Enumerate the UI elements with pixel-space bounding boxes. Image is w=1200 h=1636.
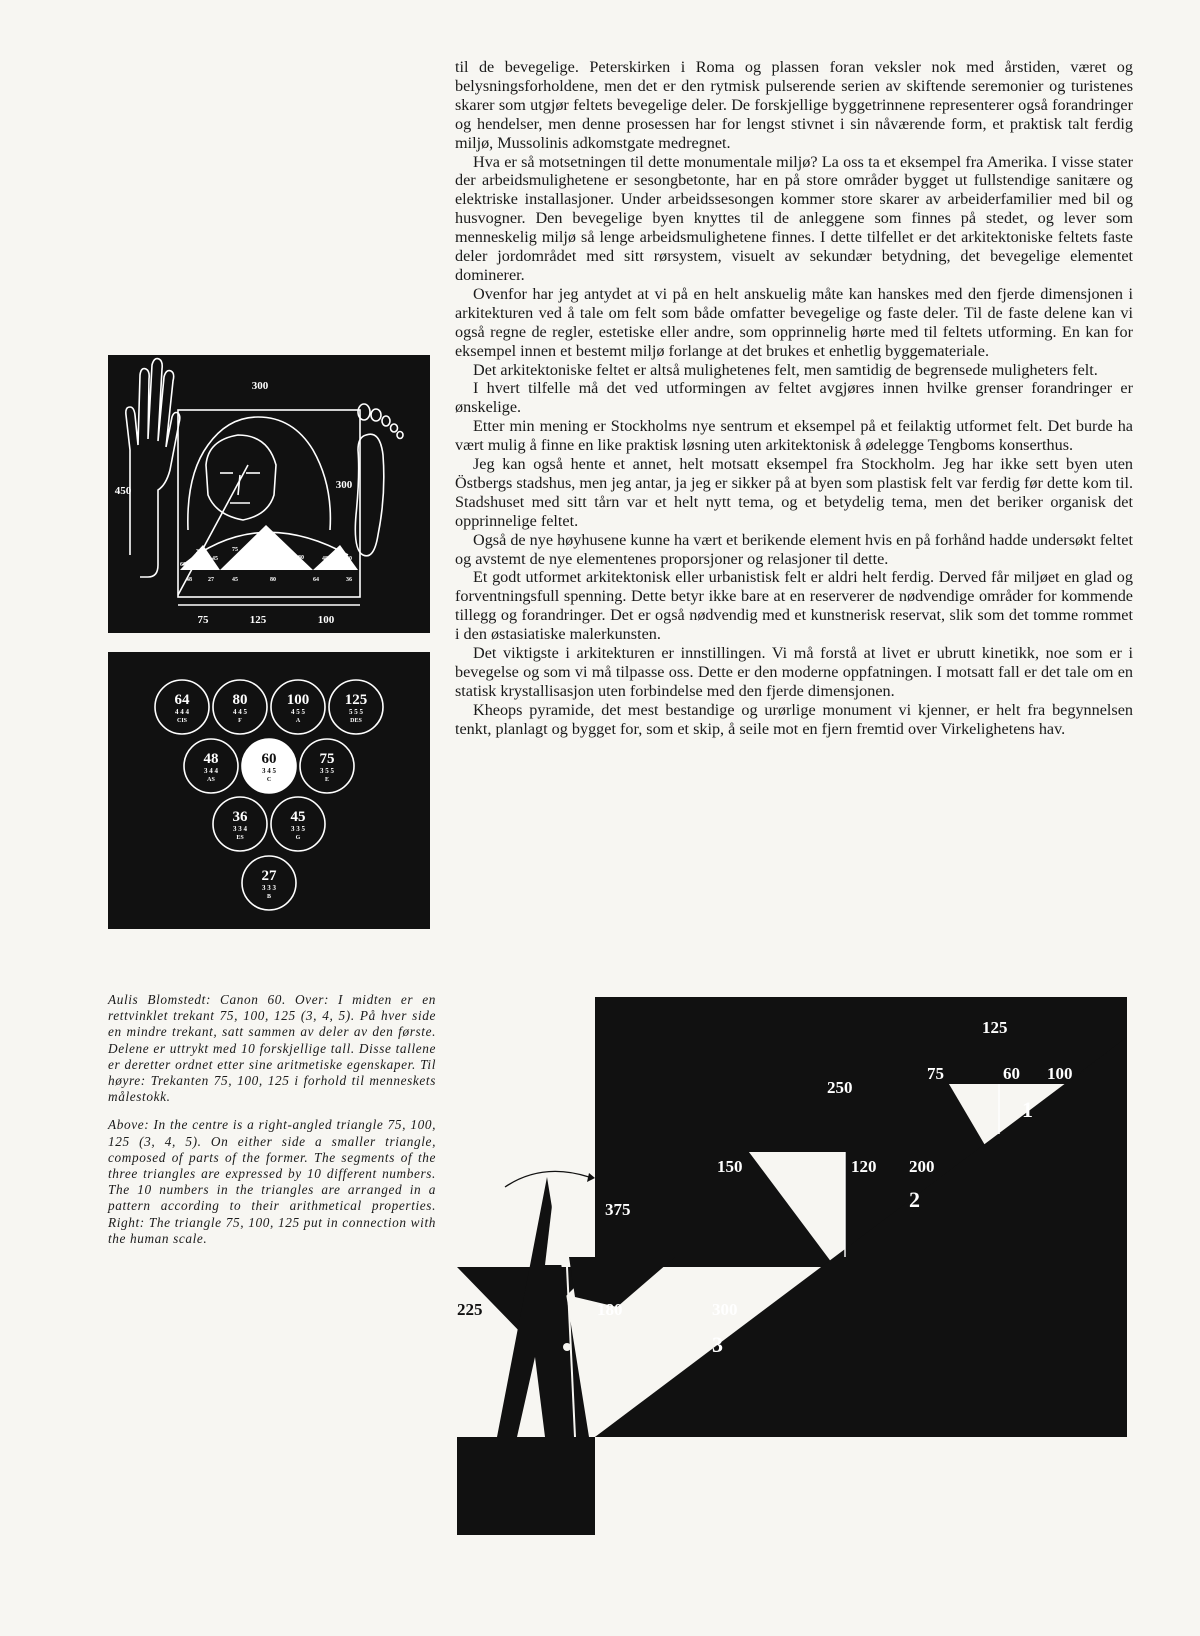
label-right: 300 bbox=[335, 479, 353, 491]
label-60: 60 bbox=[1003, 1064, 1020, 1083]
small-number: 80 bbox=[270, 577, 276, 583]
label-120: 120 bbox=[851, 1157, 877, 1176]
label-225: 225 bbox=[457, 1300, 483, 1319]
number-circle bbox=[271, 797, 325, 851]
circle-digits: 3 3 5 bbox=[291, 825, 305, 833]
circle-number: 75 bbox=[319, 751, 335, 767]
number-circle bbox=[155, 680, 209, 734]
small-number: 80 bbox=[298, 555, 304, 561]
circle-number: 45 bbox=[290, 809, 306, 825]
circle-note: DES bbox=[350, 718, 362, 724]
small-number: 60 bbox=[346, 556, 352, 562]
label-150: 150 bbox=[717, 1157, 743, 1176]
small-number: 60 bbox=[180, 562, 186, 568]
label-180: 180 bbox=[597, 1300, 623, 1319]
paragraph: Det viktigste i arkitekturen er innstillingen. Vi må forstå at livet er ubrutt kinetikk, noe som er i bevegelse og som vi må tilpasse oss. Dette er den moderne oppfatningen. I motsatt fall er det tale om en statisk krystallisasjon uten forbindelse med den fjerde dimensjonen. bbox=[455, 644, 1133, 700]
circle-number: 36 bbox=[232, 809, 248, 825]
label-125: 125 bbox=[982, 1018, 1008, 1037]
circle-digits: 3 3 3 bbox=[262, 884, 276, 892]
number-circle bbox=[213, 797, 267, 851]
paragraph: Også de nye høyhusene kunne ha vært et berikende element hvis en på forhånd hadde undersøkt feltet og avstemt de nye elementenes proporsjoner og relasjoner til dette. bbox=[455, 530, 1133, 568]
small-number: 45 bbox=[232, 577, 238, 583]
label-250: 250 bbox=[827, 1078, 853, 1097]
paragraph: Kheops pyramide, det mest bestandige og urørlige monument vi kjenner, er helt fra begynnelsen tenkt, planlagt og bygget for, som et skip, å seile mot en fjern fremtid over Virkelighetens hav. bbox=[455, 700, 1133, 738]
small-number: 27 bbox=[208, 577, 214, 583]
number-circle bbox=[300, 739, 354, 793]
small-black-square bbox=[457, 1437, 595, 1535]
circle-number: 64 bbox=[174, 692, 190, 708]
circle-note: CIS bbox=[176, 718, 188, 724]
paragraph: Ovenfor har jeg antydet at vi på en helt anskuelig måte kan hanskes med den fjerde dimensjonen i arkitekturen ved å tale om felt som både omfatter bevegelige og faste deler. Til de faste delene kan vi også regne de regler, estetiske eller andre, som opprinnelig hørte med til feltets utforming. En kan for eksempel innen et bestemt miljø forlange at det brukes et enhetlig byggemateriale. bbox=[455, 284, 1133, 360]
circle-note: A bbox=[295, 718, 301, 724]
paragraph: Jeg kan også hente et annet, helt motsatt eksempel fra Stockholm. Jeg har ikke sett byen uten Östbergs stadshus, men jeg antar, ja jeg er sikker på at byen som plastisk felt var ferdig før dette kom til. Stadshuset med sitt tårn var et helt nytt tema, og et betydelig tema, men det beriker organisk det opprinnelige feltet. bbox=[455, 455, 1133, 530]
label-100: 100 bbox=[1047, 1064, 1073, 1083]
circle-digits: 5 5 5 bbox=[349, 708, 363, 716]
circle-note: E bbox=[324, 777, 330, 783]
number-circle bbox=[242, 856, 296, 910]
label-75: 75 bbox=[927, 1064, 944, 1083]
circle-note: ES bbox=[236, 835, 244, 841]
small-number: 64 bbox=[313, 577, 319, 583]
small-number: 45 bbox=[212, 556, 218, 562]
paragraph: Et godt utformet arkitektonisk eller urbanistisk felt er aldri helt ferdig. Derved får miljøet en glad og forventningsfull spenning. Dette betyr ikke bare at en reserverer de nødvendige områder for kommende tillegg og forandringer. Det er også nødvendig med et kunstnerisk reservat, slik som det tomme rommet i den østasiatiske malerkunsten. bbox=[455, 568, 1133, 644]
paragraph: I hvert tilfelle må det ved utformingen av feltet avgjøres innen hvilke grenser forandringer er ønskelige. bbox=[455, 379, 1133, 417]
number-circle bbox=[213, 680, 267, 734]
number-circle bbox=[271, 680, 325, 734]
circle-number: 60 bbox=[261, 751, 277, 767]
circle-note: B bbox=[266, 894, 272, 900]
paragraph: Etter min mening er Stockholms nye sentrum et eksempel på et feilaktig utformet felt. Det burde ha vært mulig å finne en like praktisk løsning uten arkitektonisk å ødelegge Tengboms konserthus. bbox=[455, 417, 1133, 455]
small-number: 75 bbox=[232, 547, 238, 553]
circle-digits: 4 4 4 bbox=[175, 708, 189, 716]
number-circles-diagram bbox=[108, 652, 430, 929]
human-scale-figure bbox=[457, 997, 1128, 1535]
label-left: 450 bbox=[114, 485, 132, 497]
number-circles-figure bbox=[108, 652, 430, 929]
number-circle bbox=[184, 739, 238, 793]
circle-digits: 3 4 4 bbox=[204, 767, 218, 775]
paragraph: Hva er så motsetningen til dette monumentale miljø? La oss ta et eksempel fra Amerika. I visse stater der arbeidsmulighetene er sesongbetonte, har en på store områder bygget ut fullstendige sanitære og elektriske installasjoner. Under arbeidssesongen kommer store skarer av arbeiderfamilier med bil og husvogner. Den bevegelige byen knyttes til de anleggene som finnes på stedet, og lever som menneskelig miljø så lenge arbeidsmulighetene finnes. I dette tilfellet er det arkitektoniske feltets faste deler jordområdet med sitt rørsystem, visuelt av sekundær betydning, det bevegelige elementet dominerer. bbox=[455, 152, 1133, 284]
label-200: 200 bbox=[909, 1157, 935, 1176]
circle-number: 48 bbox=[203, 751, 219, 767]
number-circle bbox=[329, 680, 383, 734]
small-number: 36 bbox=[196, 549, 202, 555]
paragraph: Det arkitektoniske feltet er altså mulighetenes felt, men samtidig de begrensede muligheters felt. bbox=[473, 360, 1098, 379]
canon-triangle-drawing bbox=[108, 355, 430, 633]
small-number: 36 bbox=[346, 577, 352, 583]
article-body bbox=[455, 58, 1133, 739]
human-scale-diagram bbox=[457, 997, 1128, 1535]
circle-number: 80 bbox=[232, 692, 248, 708]
paragraph: til de bevegelige. Peterskirken i Roma og plassen foran veksler nok med årstiden, været og belysningsforholdene, men det er den rytmisk pulserende serien av skiftende seremonier og turistenes skarer som utgjør feltets bevegelige deler. De forskjellige byggetrinnene representerer også forandringer og hendelser, men denne prosessen har for lengst stivnet i sin nåværende form, et praktisk talt ferdig miljø, Mussolinis adkomstgate medregnet. bbox=[455, 58, 1133, 152]
label-3: 3 bbox=[712, 1332, 723, 1357]
circle-note: AS bbox=[207, 777, 215, 783]
circle-digits: 4 4 5 bbox=[233, 708, 247, 716]
circle-digits: 3 4 5 bbox=[262, 767, 276, 775]
small-number: 48 bbox=[322, 556, 328, 562]
label-bottom-right: 100 bbox=[317, 614, 335, 626]
circle-number: 27 bbox=[261, 868, 277, 884]
circle-note: C bbox=[266, 777, 272, 783]
circle-number: 125 bbox=[344, 692, 368, 708]
diagonal-line bbox=[178, 465, 248, 595]
figure-caption bbox=[108, 992, 436, 1259]
caption-english: Above: In the centre is a right-angled triangle 75, 100, 125 (3, 4, 5). On either side a smaller triangle, composed of parts of the former. The segments of the three triangles are expressed by 10 different numbers. The 10 numbers in the triangles are arranged in a pattern according to their arithmetical properties. Right: The triangle 75, 100, 125 put in connection with the human scale. bbox=[108, 1117, 436, 1246]
circle-digits: 3 5 5 bbox=[320, 767, 334, 775]
caption-norwegian: Aulis Blomstedt: Canon 60. Over: I midten er en rettvinklet trekant 75, 100, 125 (3, 4, 5). På hver side en mindre trekant, satt sammen av deler av den første. Delene er uttrykt med 10 forskjellige tall. Disse tallene er deretter ordnet etter sine aritmetiske egenskaper. Til høyre: Trekanten 75, 100, 125 i forhold til menneskets målestokk. bbox=[108, 992, 436, 1105]
small-number: 100 bbox=[278, 547, 287, 553]
number-circle bbox=[242, 739, 296, 793]
label-375: 375 bbox=[605, 1200, 631, 1219]
label-bottom-left: 75 bbox=[197, 614, 209, 626]
label-300: 300 bbox=[712, 1300, 738, 1319]
label-2: 2 bbox=[909, 1187, 920, 1212]
small-number: 48 bbox=[186, 577, 192, 583]
circle-digits: 4 5 5 bbox=[291, 708, 305, 716]
canon-triangle-figure bbox=[108, 355, 430, 633]
circle-digits: 3 3 4 bbox=[233, 825, 247, 833]
label-top: 300 bbox=[251, 380, 269, 392]
hand-outline bbox=[126, 359, 180, 577]
circle-note: G bbox=[295, 835, 301, 841]
small-number: 60 bbox=[252, 551, 258, 557]
circle-note: F bbox=[238, 718, 242, 724]
label-1: 1 bbox=[1022, 1097, 1033, 1122]
circle-number: 100 bbox=[286, 692, 310, 708]
label-bottom-mid: 125 bbox=[249, 614, 267, 626]
